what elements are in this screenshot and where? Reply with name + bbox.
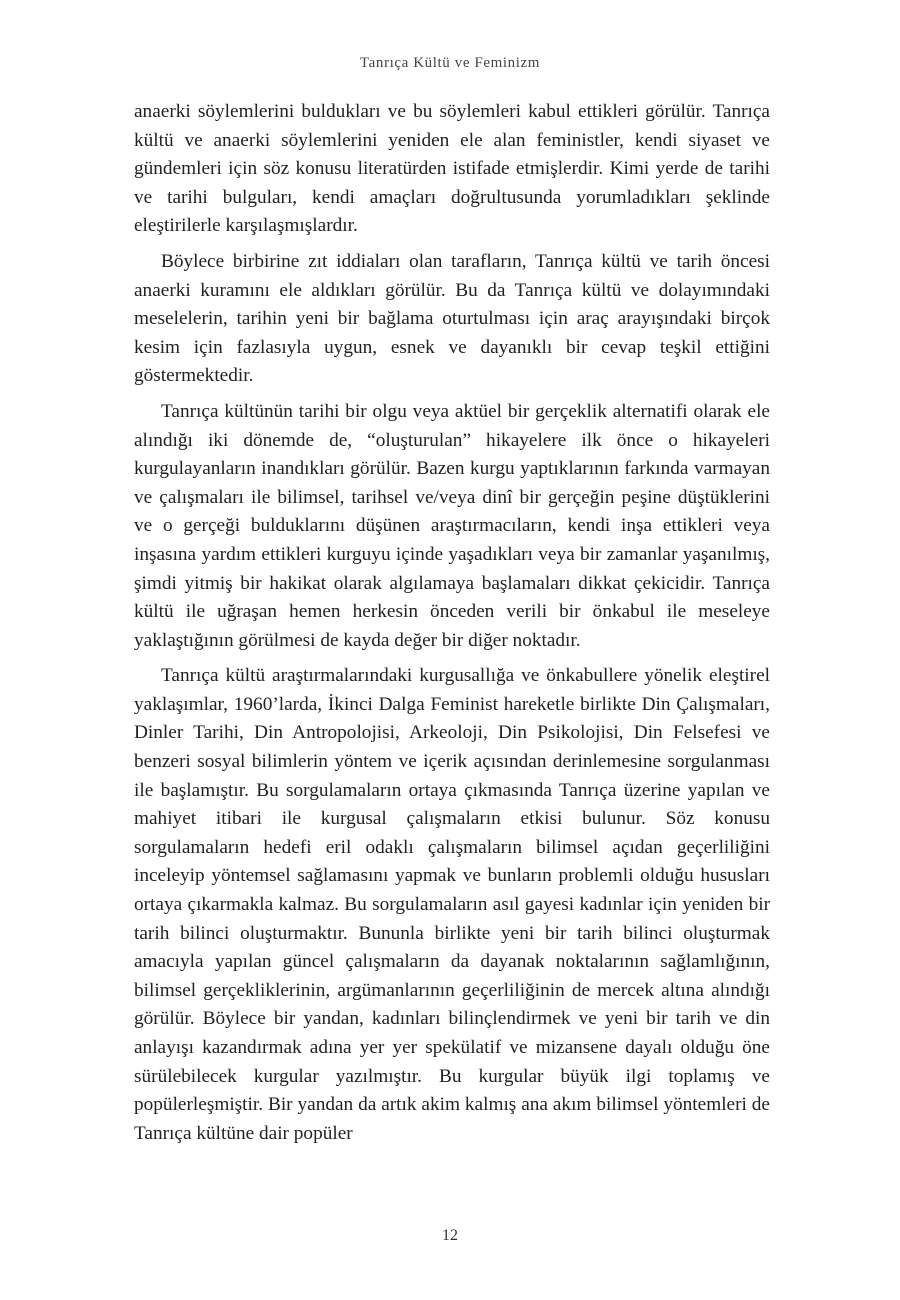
paragraph: Tanrıça kültünün tarihi bir olgu veya aktüel bir gerçeklik alternatifi olarak ele alındığı iki dönemde de, “oluşturulan” hikayelere ilk önce o hikayeleri kurgulayanların inandıkları görülür. Bazen kurgu yaptıklarının farkında varmayan ve çalışmaları ile bilimsel, tarihsel ve/veya dinî bir gerçeğin peşine düştüklerini ve o gerçeği bulduklarını düşünen araştırmacıların, kendi inşa ettikleri veya inşasına yardım ettikleri kurguyu içinde yaşadıkları veya bir zamanlar yaşanılmış, şimdi yitmiş bir hakikat olarak algılamaya başlamaları dikkat çekicidir. Tanrıça kültü ile uğraşan hemen herkesin önceden verili bir önkabul ile meseleye yaklaştığının görülmesi de kayda değer bir diğer noktadır. xyxy=(134,400,770,651)
paragraph: Böylece birbirine zıt iddiaları olan tarafların, Tanrıça kültü ve tarih öncesi anaerki kuramını ele aldıkları görülür. Bu da Tanrıça kültü ve dolayımındaki meselelerin, tarihin yeni bir bağlama oturtulması için araç arayışındaki birçok kesim için fazlasıyla uygun, esnek ve dayanıklı bir cevap teşkil ettiğini göstermektedir. xyxy=(134,250,770,387)
paragraph-continued: anaerki söylemlerini buldukları ve bu söylemleri kabul ettikleri görülür. Tanrıça kültü ve anaerki söylemlerini yeniden ele alan feministler, kendi siyaset ve gündemleri için söz konusu literatürden istifade etmişlerdir. Kimi yerde de tarihi ve tarihi bulguları, kendi amaçları doğrultusunda yorumladıkları şeklinde eleştirilerle karşılaşmışlardır. xyxy=(134,101,770,237)
page-number: 12 xyxy=(442,1227,458,1244)
body-text xyxy=(134,98,770,1148)
paragraph: Tanrıça kültü araştırmalarındaki kurgusallığa ve önkabullere yönelik eleştirel yaklaşımlar, 1960’larda, İkinci Dalga Feminist hareketle birlikte Din Çalışmaları, Dinler Tarihi, Din Antropolojisi, Arkeoloji, Din Psikolojisi, Din Felsefesi ve benzeri sosyal bilimlerin yöntem ve içerik açısından derinlemesine sorgulanması ile başlamıştır. Bu sorgulamaların ortaya çıkmasında Tanrıça üzerine yapılan ve mahiyet itibari ile kurgusal çalışmaların etkisi bulunur. Söz konusu sorgulamaların hedefi eril odaklı çalışmaların bilimsel açıdan geçerliliğini inceleyip yöntemsel sağlamasını yapmak ve bunların problemli olduğu hususları ortaya çıkarmakla kalmaz. Bu sorgulamaların asıl gayesi kadınlar için yeniden bir tarih bilinci oluşturmaktır. Bununla birlikte yeni bir tarih bilinci oluşturmak amacıyla yapılan güncel çalışmaların da dayanak noktalarının sağlamlığının, bilimsel gerçekliklerinin, argümanlarının geçerliliğinin de mercek altına alındığı görülür. Böylece bir yandan, kadınları bilinçlendirmek ve yeni bir tarih ve din anlayışı kazandırmak adına yer yer spekülatif ve mizansene dayalı olduğu öne sürülebilecek kurgular yazılmıştır. Bu kurgular büyük ilgi toplamış ve popülerleşmiştir. Bir yandan da artık akim kalmış ana akım bilimsel yöntemleri de Tanrıça kültüne dair popüler xyxy=(134,665,770,1144)
running-header: Tanrıça Kültü ve Feminizm xyxy=(359,55,541,71)
